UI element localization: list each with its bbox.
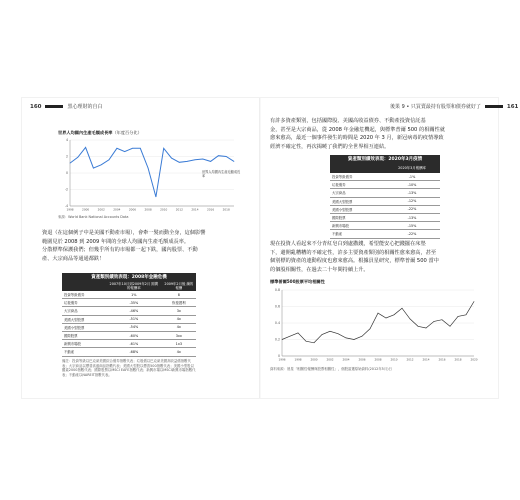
data-point [140, 148, 141, 149]
table-cell: 美國小型股票 [62, 323, 106, 331]
data-point [386, 318, 387, 319]
data-point [78, 157, 79, 158]
right-figure-title: 標準普爾500股票平均相關性 [270, 279, 325, 284]
data-point [234, 161, 235, 162]
data-point [402, 308, 403, 309]
table-row [330, 181, 440, 189]
table-cell: 新興市場股 [330, 222, 384, 230]
text-line: 產、大宗商品等通通都跌！ [42, 255, 105, 262]
data-point [218, 155, 219, 156]
table-cell: 投資等級債券 [330, 173, 384, 181]
data-point [210, 161, 211, 162]
x-tick-label: 2000 [82, 207, 90, 212]
table-row [330, 197, 440, 205]
x-tick-label: 2006 [358, 357, 366, 362]
table-cell: 國際股票 [330, 213, 384, 221]
table-cell: -13% [384, 189, 440, 197]
table-cell: -35% [106, 299, 162, 307]
data-point [290, 336, 291, 337]
data-point [362, 336, 363, 337]
left-figure-title: 世界人均國內生產毛額成長率（年度百分比） [58, 130, 142, 135]
data-point [442, 319, 443, 320]
data-point [179, 162, 180, 163]
text-line: 有許多資產類別，包括國際股、美國高收益債券、不動產投資信託基 [270, 118, 426, 124]
table-row [62, 348, 196, 356]
right-paragraph-2 [270, 240, 490, 274]
data-point [378, 313, 379, 314]
left-figure-source: 來源：World Bank National Accounts Data [58, 215, 129, 219]
table-cell: -22% [384, 230, 440, 238]
table-cell: 美國大型股票 [62, 315, 106, 323]
data-point [226, 156, 227, 157]
x-tick-label: 2014 [191, 207, 199, 212]
table-cell: 大宗商品 [62, 307, 106, 315]
table-row [62, 340, 196, 348]
table-cell: -61% [106, 340, 162, 348]
y-tick-label: 0.8 [274, 288, 280, 293]
x-tick-label: 2008 [144, 207, 152, 212]
y-tick-label: -4 [64, 204, 68, 209]
table-row [62, 315, 196, 323]
x-tick-label: 2008 [374, 357, 382, 362]
table-cell: 國際股票 [62, 331, 106, 339]
data-point [187, 161, 188, 162]
data-point [163, 148, 164, 149]
data-point [418, 326, 419, 327]
right-page-number: 161 [506, 103, 519, 110]
y-tick-label: 4 [65, 138, 68, 143]
data-point [354, 339, 355, 340]
table-cell: -13% [384, 213, 440, 221]
data-point [458, 316, 459, 317]
table-row [62, 299, 196, 307]
right-running-head [390, 103, 518, 110]
table-cell: 1x3 [162, 340, 196, 348]
text-line: 下，避開亂糟糟的不確定性，許多主要資產類別的相關性愈來愈高，甚至 [270, 249, 437, 256]
text-line: 分散標準保護我們；但幾乎所有的市場都一起下跌，國內股票、不動 [42, 247, 198, 254]
x-tick-label: 2006 [128, 207, 137, 212]
table-cell: -12% [384, 197, 440, 205]
gdp-chart-legend: 世界人均國內生產毛額成長率 [202, 170, 241, 178]
right-paragraph-1 [270, 117, 490, 151]
x-tick-label: 2000 [310, 357, 318, 362]
sp500-correlation-chart [270, 286, 478, 364]
data-point [101, 164, 102, 165]
x-tick-label: 2016 [207, 207, 215, 212]
table-cell: 4x [162, 315, 196, 323]
data-point [330, 331, 331, 332]
data-point [466, 314, 467, 315]
table-row [330, 189, 440, 197]
data-point [426, 328, 427, 329]
table-cell: 垃圾債券 [62, 299, 106, 307]
table-header [62, 282, 106, 291]
x-tick-label: 2004 [113, 207, 121, 212]
table-cell: -1% [384, 173, 440, 181]
x-tick-label: 1998 [66, 207, 74, 212]
x-tick-label: 2018 [454, 357, 462, 362]
data-point [117, 148, 118, 149]
data-point [450, 326, 451, 327]
x-tick-label: 2002 [326, 357, 334, 362]
text-line: 現在投資人看起來不分青紅皂白到處撒錢，希望能安心把錢擺在床墊 [270, 241, 426, 247]
table-cell: 不動產 [62, 348, 106, 356]
table-row [62, 323, 196, 331]
table-cell: 1% [106, 291, 162, 299]
data-point [109, 160, 110, 161]
table-row [62, 291, 196, 299]
table-cell: -46% [106, 307, 162, 315]
data-point [474, 301, 475, 302]
x-tick-label: 2012 [175, 207, 183, 212]
x-tick-label: 2010 [160, 207, 168, 212]
text-line: 經濟不確定性，再次揭曉了我們的全世界相互連結。 [270, 143, 390, 150]
table-cell: -68% [106, 348, 162, 356]
data-point [195, 160, 196, 161]
x-tick-label: 2018 [222, 207, 230, 212]
table-cell: 投資等級債券 [62, 291, 106, 299]
data-point [410, 319, 411, 320]
table-cell: 垃圾債券 [330, 181, 384, 189]
data-point [322, 334, 323, 335]
book-gutter [259, 98, 261, 398]
right-performance-table [330, 164, 440, 239]
data-point [202, 159, 203, 160]
x-tick-label: 1996 [278, 357, 286, 362]
table-cell: 4x [162, 348, 196, 356]
data-point [148, 168, 149, 169]
left-performance-table [62, 282, 196, 357]
table-cell: -10% [384, 181, 440, 189]
data-point [124, 151, 125, 152]
table-cell: 8 [162, 291, 196, 299]
table-cell: -51% [106, 315, 162, 323]
data-point [306, 341, 307, 342]
left-table-note: 備註：投資等級以巴克萊美國綜合債券指數代表；垃圾債以巴克萊美國高收益債指數代表；大宗商品以標普高盛商品指數代表；美國大型股以標普500指數代表；美國小型股以羅素2000指數代表；國際股票以MSCI EAFE指數代表；新興市場以MSCI新興市場指數代表；不動產以NAREIT指數代表。 [62, 359, 196, 377]
data-point [132, 148, 133, 149]
text-line: 的個股相關性，在過去二十年間持續上升。 [270, 266, 369, 273]
y-tick-label: 0.6 [274, 304, 280, 309]
table-row [62, 331, 196, 339]
table-cell: 恢復獲利 [162, 299, 196, 307]
data-point [171, 158, 172, 159]
left-table-title: 資產類別績效表現：2008年金融危機 [62, 273, 196, 282]
text-line: 愈來愈高，最近一個事件發生的時間是 2020 年 3 月，新冠病毒的疫情導致 [270, 135, 444, 142]
data-point [434, 321, 435, 322]
table-header [330, 164, 384, 173]
left-running-head [30, 103, 103, 110]
x-tick-label: 2020 [470, 357, 478, 362]
table-row [330, 205, 440, 213]
table-header: 2009年2月後 續的報酬 [162, 282, 196, 291]
table-cell: -22% [384, 205, 440, 213]
text-line: 個別標的資產的連動程度也愈來愈高。根據員星研究，標準普爾 500 當中 [270, 258, 439, 265]
data-point [346, 338, 347, 339]
table-cell: 大宗商品 [330, 189, 384, 197]
x-tick-label: 1998 [294, 357, 302, 362]
table-cell: 不動產 [330, 230, 384, 238]
text-line: 資退（在這個例子中是美國不動產市場），會牽一髮而動全身，這個影響 [42, 230, 206, 236]
data-point [370, 328, 371, 329]
table-cell: 3xx [162, 331, 196, 339]
table-cell: 新興市場股 [62, 340, 106, 348]
y-tick-label: 0 [65, 171, 68, 176]
data-point [282, 339, 283, 340]
right-table-title: 資產類別績效表現：2020年3月疫情 [330, 155, 440, 164]
y-tick-label: 0.4 [274, 321, 280, 326]
header-rule [485, 105, 503, 108]
x-tick-label: 2014 [422, 357, 430, 362]
table-row [330, 213, 440, 221]
table-row [330, 230, 440, 238]
table-row [330, 222, 440, 230]
data-point [298, 333, 299, 334]
y-tick-label: 0.2 [274, 337, 280, 342]
data-point [85, 147, 86, 148]
x-tick-label: 2002 [97, 207, 105, 212]
x-tick-label: 2012 [406, 357, 414, 362]
y-tick-label: 2 [65, 154, 68, 159]
left-running-title: 黑心理財的自白 [67, 104, 103, 110]
left-paragraph [42, 229, 252, 263]
x-tick-label: 2016 [438, 357, 446, 362]
x-tick-label: 2004 [342, 357, 350, 362]
y-tick-label: -2 [64, 187, 68, 192]
data-point [314, 343, 315, 344]
table-header: 2020年3月報酬率 [384, 164, 440, 173]
right-running-title: 後果 9 • 只買賣最持有股票和債券就好了 [390, 104, 481, 110]
table-cell: -54% [106, 323, 162, 331]
data-point [338, 333, 339, 334]
table-row [330, 173, 440, 181]
text-line: 金，甚至是大宗商品，從 2008 年金融危機起，與標準普爾 500 的相關性就 [270, 126, 445, 133]
right-figure-source: 資料來源：晨星「相關性報酬與股票相關性」，個股當選原始資料(2012年5月)日 [270, 367, 392, 371]
x-tick-label: 2010 [390, 357, 398, 362]
left-page-number: 160 [30, 103, 42, 110]
table-row [62, 307, 196, 315]
header-rule [45, 105, 63, 108]
table-header: 2007年10月到2009年2月 期間的報酬率 [106, 282, 162, 291]
table-cell: 美國大型股票 [330, 197, 384, 205]
table-cell: 3x [162, 307, 196, 315]
table-cell: 4x [162, 323, 196, 331]
table-cell: -15% [384, 222, 440, 230]
series-line [282, 302, 474, 343]
data-point [156, 197, 157, 198]
table-cell: 美國小型股票 [330, 205, 384, 213]
table-cell: -60% [106, 331, 162, 339]
text-line: 範圍見於 2008 到 2009 年間的全球人均國內生產毛額成長率。 [42, 238, 190, 245]
data-point [394, 314, 395, 315]
data-point [93, 168, 94, 169]
y-tick-label: 0 [277, 354, 280, 359]
data-point [70, 163, 71, 164]
